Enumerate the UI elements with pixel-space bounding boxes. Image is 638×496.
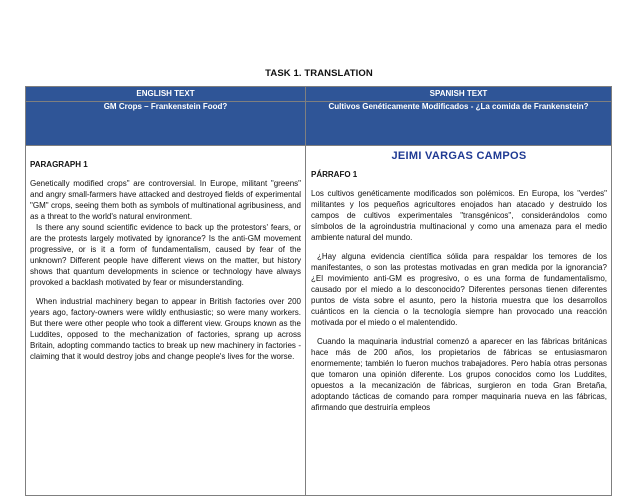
spanish-header: SPANISH TEXT <box>306 87 612 102</box>
spanish-paragraph-2: ¿Hay alguna evidencia científica sólida para respaldar los temores de los manifestantes, o son las protestas motivadas en gran medida por la ignorancia? ¿El movimiento anti-GM es progresivo, o es una forma de fundamentalismo, causado por el miedo a lo desconocido? Diferentes personas tienen diferentes puntos de vista sobre el asunto, pero la historia muestra que los desarrollos cuánticos en la ciencia o la tecnología siempre han provocado una reacción motivada por el miedo o el malentendido. <box>311 252 607 327</box>
english-paragraph-3: When industrial machinery began to appear in British factories over 200 years ago, factory-owners were wildly enthusiastic; so were many workers. But there were other people who took a different view. Groups known as the Luddites, opposed to the mechanization of factories, sprang up across Britain, adopting commando tactics to break up new machinery in factories - claiming that it would destroy jobs and change people's lives for the worse. <box>30 297 301 361</box>
english-paragraph-2: Is there any sound scientific evidence to back up the protestors' fears, or are the protests largely motivated by ignorance? Is the anti-GM movement progressive, or is it a form of fundamentalism, caused by fear of the unknown? Different people have different views on the matter, but history shows that quantum developments in science or technology have always provoked a backlash motivated by fear or misunderstanding. <box>30 223 301 287</box>
header-row <box>26 87 612 102</box>
spanish-paragraph-3: Cuando la maquinaria industrial comenzó a aparecer en las fábricas británicas hace más de 200 años, los propietarios de fábricas se entusiasmaron enormemente; también lo fueron muchos trabajadores. Pero había otras personas que tomaron una opinión diferente. Los grupos conocidos como los Luddites, opuestos a la mecanización de fábricas, surgieron en toda Gran Bretaña, adoptando tácticas de comando para romper maquinaria nueva en las fábricas, afirmando que destruiría empleos <box>311 337 607 412</box>
english-header: ENGLISH TEXT <box>26 87 306 102</box>
document-title: TASK 1. TRANSLATION <box>265 68 373 79</box>
english-title: GM Crops – Frankenstein Food? <box>26 102 306 146</box>
english-paragraph-heading: PARAGRAPH 1 <box>30 160 88 169</box>
english-paragraph-1: Genetically modified crops" are controversial. In Europe, militant "greens" and angry small-farmers have attacked and destroyed fields of experimental "GM" crops, seeing them both as symbols of multinational agribusiness, and as a threat to the world's natural environment. <box>30 179 301 221</box>
spanish-column <box>306 146 612 496</box>
spanish-paragraph-heading: PÁRRAFO 1 <box>311 170 358 179</box>
english-column <box>26 146 306 496</box>
content-row <box>26 146 612 496</box>
spanish-title: Cultivos Genéticamente Modificados - ¿La comida de Frankenstein? <box>306 102 612 146</box>
title-row <box>26 102 612 146</box>
translation-table <box>25 86 612 496</box>
author-name: JEIMI VARGAS CAMPOS <box>391 150 527 162</box>
spanish-paragraph-1: Los cultivos genéticamente modificados son polémicos. En Europa, los "verdes" militantes y los pequeños agricultores enojados han atacado y destruido los campos de cultivos experimentales "transgénicos", considerándolos como símbolos de la agroindustria multinacional y como una amenaza para el medio ambiente natural del mundo. <box>311 189 607 242</box>
